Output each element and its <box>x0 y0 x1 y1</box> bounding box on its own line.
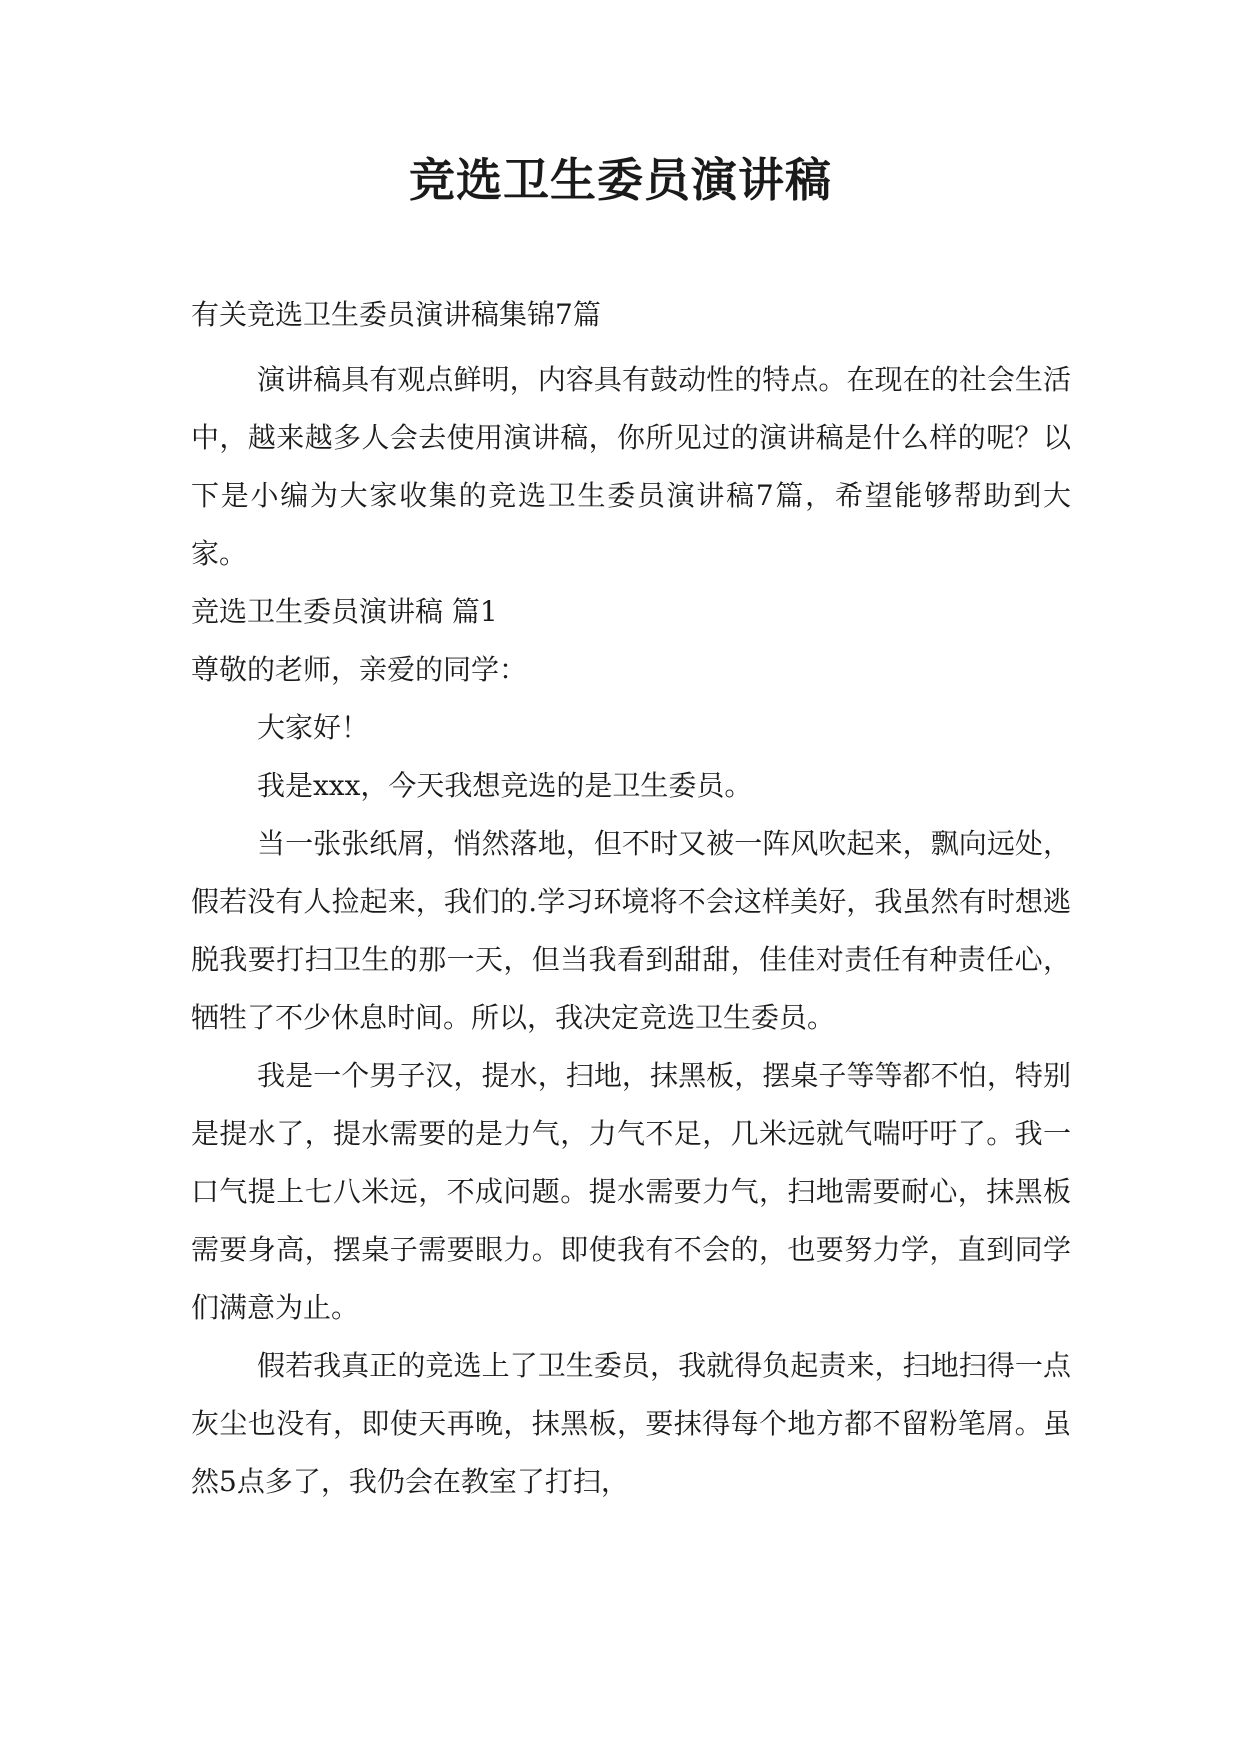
document-title: 竞选卫生委员演讲稿 <box>409 153 832 207</box>
section-heading: 竞选卫生委员演讲稿 篇1 <box>191 595 498 628</box>
salutation: 尊敬的老师，亲爱的同学： <box>191 653 528 686</box>
document-body <box>191 286 1071 1511</box>
body-paragraph: 假若我真正的竞选上了卫生委员，我就得负起责来，扫地扫得一点灰尘也没有，即使天再晚，抹黑板，要抹得每个地方都不留粉笔屑。虽然5点多了，我仍会在教室了打扫， <box>191 1349 1071 1498</box>
body-paragraph: 我是xxx，今天我想竞选的是卫生委员。 <box>257 769 753 802</box>
body-paragraph: 当一张张纸屑，悄然落地，但不时又被一阵风吹起来，飘向远处，假若没有人捡起来，我们的.学习环境将不会这样美好，我虽然有时想逃脱我要打扫卫生的那一天，但当我看到甜甜，佳佳对责任有种责任心，牺牲了不少休息时间。所以，我决定竞选卫生委员。 <box>191 827 1071 1034</box>
intro-paragraph: 演讲稿具有观点鲜明，内容具有鼓动性的特点。在现在的社会生活中，越来越多人会去使用演讲稿，你所见过的演讲稿是什么样的呢？以下是小编为大家收集的竞选卫生委员演讲稿7篇，希望能够帮助到大家。 <box>191 363 1071 570</box>
body-paragraph: 我是一个男子汉，提水，扫地，抹黑板，摆桌子等等都不怕，特别是提水了，提水需要的是力气，力气不足，几米远就气喘吁吁了。我一口气提上七八米远，不成问题。提水需要力气，扫地需要耐心，抹黑板需要身高，摆桌子需要眼力。即使我有不会的，也要努力学，直到同学们满意为止。 <box>191 1059 1071 1324</box>
greeting: 大家好！ <box>257 711 370 744</box>
document-subtitle: 有关竞选卫生委员演讲稿集锦7篇 <box>191 298 601 331</box>
